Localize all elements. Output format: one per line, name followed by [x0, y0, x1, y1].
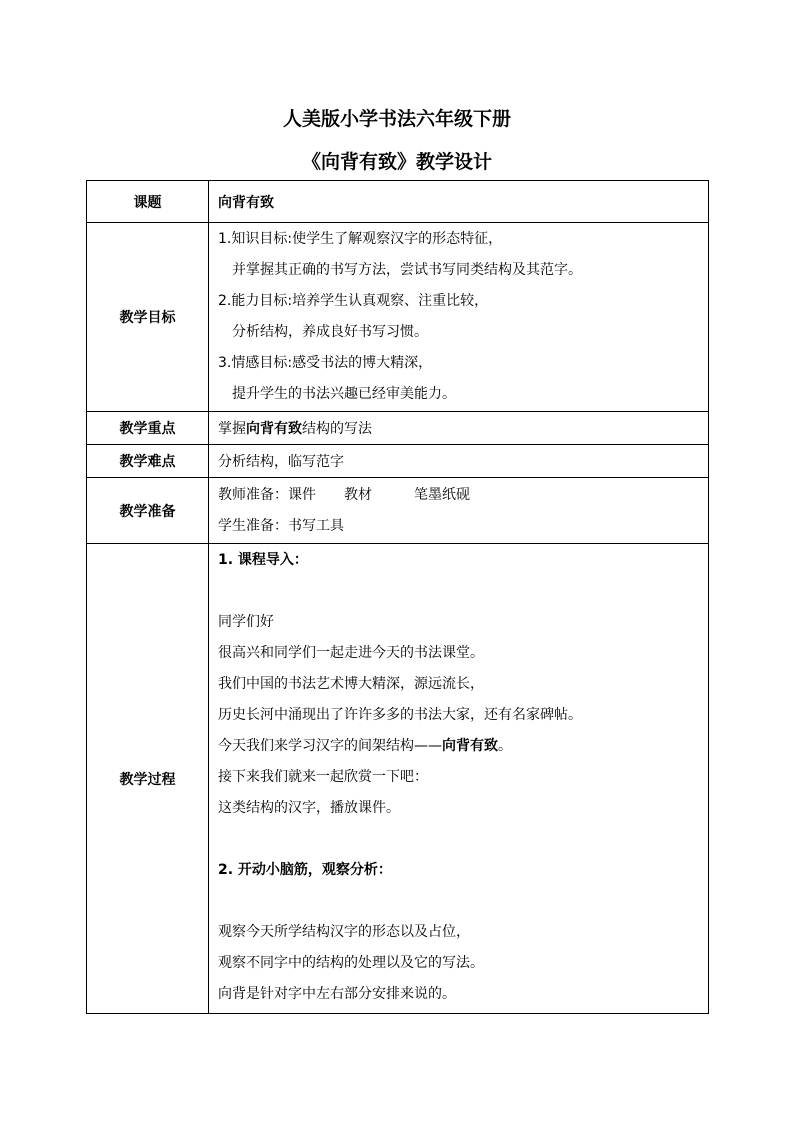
table-row — [87, 181, 709, 223]
row-label-process: 教学过程 — [87, 544, 209, 1014]
process-line-bold: 向背有致 — [442, 738, 498, 754]
row-label-objectives: 教学目标 — [87, 223, 209, 412]
process-line: 我们中国的书法艺术博大精深，源远流长， — [218, 676, 484, 692]
document-subtitle: 《向背有致》教学设计 — [301, 151, 492, 173]
topic-value: 向背有致 — [209, 181, 709, 223]
process-line: 向背是针对字中左右部分安排来说的。 — [218, 986, 456, 1002]
row-label-topic: 课题 — [87, 181, 209, 223]
table-row — [87, 445, 709, 478]
teacher-preparation: 教师准备：课件 教材 笔墨纸砚 — [218, 486, 470, 503]
key-points-bold: 向背有致 — [246, 421, 302, 437]
lesson-plan-table — [86, 180, 709, 1014]
section-heading: 2. 开动小脑筋，观察分析： — [218, 862, 392, 878]
objective-line: 提升学生的书法兴趣已经审美能力。 — [232, 386, 456, 402]
process-line: 这类结构的汉字，播放课件。 — [218, 800, 400, 816]
spacer — [218, 824, 708, 855]
row-label-preparation: 教学准备 — [87, 478, 209, 544]
objective-line: 并掌握其正确的书写方法，尝试书写同类结构及其范字。 — [232, 262, 582, 278]
spacer — [218, 886, 708, 917]
process-line — [218, 731, 708, 762]
row-label-key-points: 教学重点 — [87, 412, 209, 445]
table-row — [87, 478, 709, 544]
process-line: 历史长河中涌现出了许许多多的书法大家，还有名家碑帖。 — [218, 707, 582, 723]
process-line: 观察不同字中的结构的处理以及它的写法。 — [218, 955, 484, 971]
process-line: 观察今天所学结构汉字的形态以及占位， — [218, 924, 470, 940]
student-preparation: 学生准备：书写工具 — [218, 517, 344, 534]
difficulties-value: 分析结构，临写范字 — [209, 445, 709, 478]
objective-line: 2.能力目标:培养学生认真观察、注重比较， — [218, 293, 489, 309]
key-points-prefix: 掌握 — [218, 421, 246, 437]
key-points-suffix: 结构的写法 — [302, 421, 372, 437]
objective-line: 3.情感目标:感受书法的博大精深， — [218, 355, 433, 371]
objective-line: 分析结构，养成良好书写习惯。 — [232, 324, 428, 340]
spacer — [218, 576, 708, 607]
process-cell — [209, 544, 709, 1014]
process-line: 同学们好 — [218, 614, 274, 630]
process-line-suffix: 。 — [498, 738, 512, 754]
process-line-prefix: 今天我们来学习汉字的间架结构—— — [218, 738, 442, 754]
key-points-value — [209, 412, 709, 445]
process-line: 接下来我们就来一起欣赏一下吧： — [218, 769, 428, 785]
objectives-cell — [209, 223, 709, 412]
table-row — [87, 223, 709, 412]
objective-line: 1.知识目标:使学生了解观察汉字的形态特征， — [218, 231, 503, 247]
section-heading: 1. 课程导入： — [218, 552, 308, 568]
table-row — [87, 412, 709, 445]
row-label-difficulties: 教学难点 — [87, 445, 209, 478]
preparation-cell — [209, 478, 709, 544]
process-line: 很高兴和同学们一起走进今天的书法课堂。 — [218, 645, 484, 661]
document-title: 人美版小学书法六年级下册 — [282, 108, 511, 130]
table-row — [87, 544, 709, 1014]
